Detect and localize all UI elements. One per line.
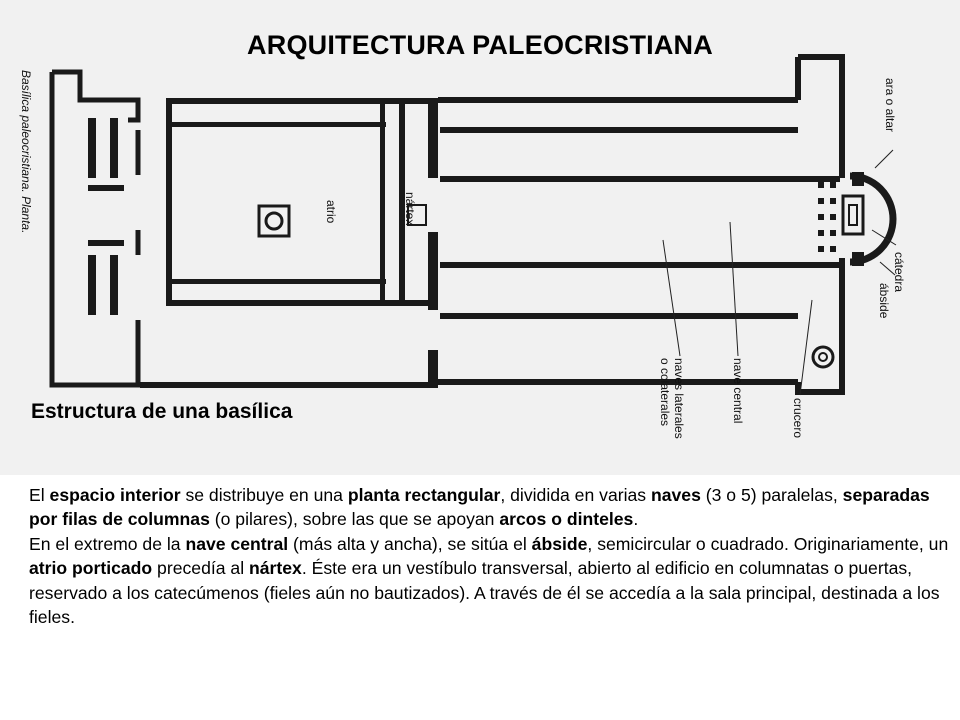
text-run: . Éste era un vestíbulo transversal, abierto al edificio en columnatas o puertas, reservado a los catecúmenos (fieles aún no bautizados). A través de él se accedía a la sala principal, destinada a los fieles. bbox=[29, 558, 940, 628]
text-run: , dividida en varias bbox=[500, 485, 651, 505]
annex-pillars bbox=[88, 118, 124, 315]
description-paragraph-2 bbox=[29, 532, 949, 630]
bold-term: atrio porticado bbox=[29, 558, 153, 579]
label-abside: ábside bbox=[877, 283, 891, 319]
text-run: El bbox=[29, 485, 50, 505]
label-catedra: cátedra bbox=[892, 252, 906, 293]
crucero-circle bbox=[813, 347, 833, 367]
label-nartex: nártex bbox=[403, 192, 417, 226]
text-run: precedía al bbox=[152, 558, 249, 579]
bold-term: planta rectangular bbox=[347, 485, 501, 505]
leader-lines bbox=[663, 150, 896, 395]
bold-term: nártex bbox=[249, 558, 302, 579]
description-text bbox=[29, 483, 949, 629]
description-paragraph-1 bbox=[29, 483, 949, 532]
column-rows bbox=[440, 127, 840, 319]
text-run: , semicircular o cuadrado. Originariamente, un bbox=[587, 533, 949, 554]
bold-term: naves bbox=[650, 485, 701, 505]
page-title: ARQUITECTURA PALEOCRISTIANA bbox=[247, 30, 713, 60]
label-ara: ara o altar bbox=[883, 78, 897, 133]
transept-columns bbox=[818, 182, 836, 252]
bold-term: separadas por filas de columnas bbox=[29, 485, 930, 530]
text-run: . bbox=[633, 509, 639, 530]
label-naves-laterales: naves laterales bbox=[672, 358, 686, 439]
text-run: se distribuye en una bbox=[180, 485, 348, 505]
bold-term: nave central bbox=[185, 533, 289, 554]
bold-term: espacio interior bbox=[49, 485, 181, 505]
label-crucero: crucero bbox=[791, 398, 805, 439]
label-nave-central: nave central bbox=[731, 358, 745, 424]
bold-term: ábside bbox=[531, 533, 588, 554]
narthex bbox=[399, 98, 438, 385]
text-run: (3 o 5) paralelas, bbox=[700, 485, 843, 505]
atrium-fountain bbox=[259, 206, 289, 236]
side-caption: Basílica paleocristiana. Planta. bbox=[19, 70, 33, 234]
bold-term: arcos o dinteles bbox=[499, 509, 634, 530]
atrium-colonnades bbox=[166, 98, 428, 306]
label-atrio: atrio bbox=[324, 200, 338, 224]
text-run: (o pilares), sobre las que se apoyan bbox=[209, 509, 500, 530]
text-run: En el extremo de la bbox=[29, 533, 186, 554]
diagram-subtitle: Estructura de una basílica bbox=[31, 400, 293, 423]
label-naves-colaterales: o colaterales bbox=[658, 358, 672, 427]
text-run: (más alta y ancha), se sitúa el bbox=[288, 533, 532, 554]
apse bbox=[843, 176, 893, 262]
